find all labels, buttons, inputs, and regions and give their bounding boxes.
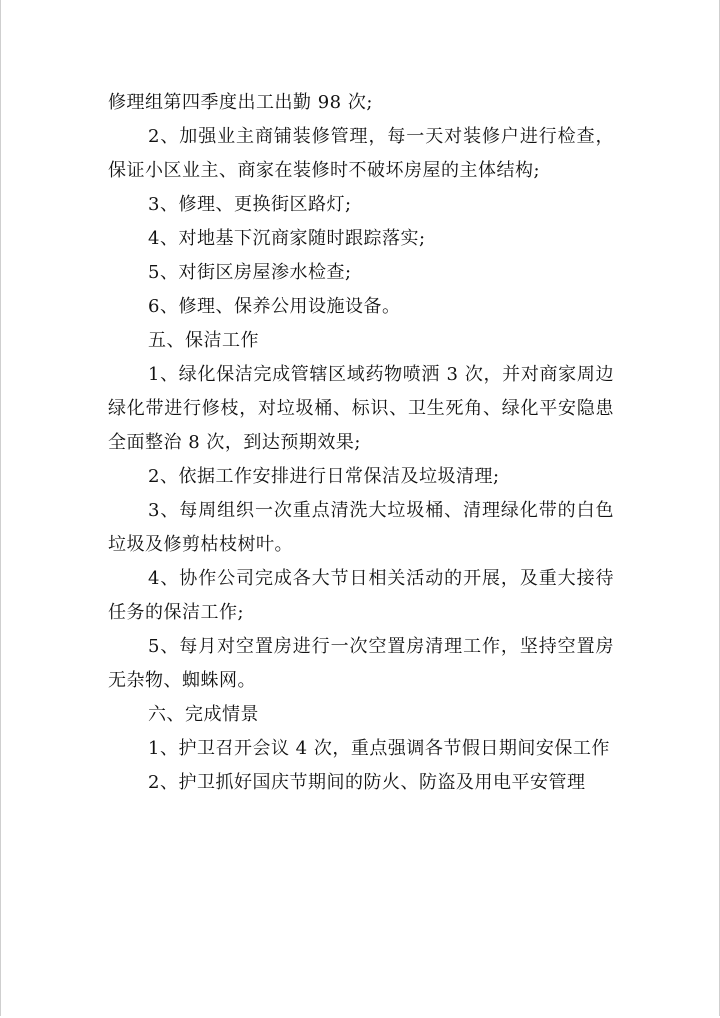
paragraph-repair-attendance: 修理组第四季度出工出勤 98 次; xyxy=(108,92,373,113)
paragraph-security-meetings: 1、护卫召开会议 4 次，重点强调各节假日期间安保工作 xyxy=(148,738,610,759)
paragraph-facility-maintenance: 6、修理、保养公用设施设备。 xyxy=(148,296,401,317)
paragraph-vacant-rooms: 5、每月对空置房进行一次空置房清理工作，坚持空置房无杂物、蜘蛛网。 xyxy=(108,636,614,691)
document-body xyxy=(108,86,614,800)
paragraph-national-day-safety: 2、护卫抓好国庆节期间的防火、防盗及用电平安管理 xyxy=(148,772,586,793)
section-heading-cleaning: 五、保洁工作 xyxy=(148,330,259,351)
paragraph-greening-spraying: 1、绿化保洁完成管辖区域药物喷洒 3 次，并对商家周边绿化带进行修枝，对垃圾桶、标识、卫生死角、绿化平安隐患全面整治 8 次，到达预期效果; xyxy=(108,364,614,453)
paragraph-weekly-washing: 3、每周组织一次重点清洗大垃圾桶、清理绿化带的白色垃圾及修剪枯枝树叶。 xyxy=(108,500,614,555)
paragraph-water-seepage: 5、对街区房屋渗水检查; xyxy=(148,262,352,283)
paragraph-street-lights: 3、修理、更换街区路灯; xyxy=(148,194,352,215)
paragraph-renovation-management: 2、加强业主商铺装修管理，每一天对装修户进行检查，保证小区业主、商家在装修时不破坏房屋的主体结构; xyxy=(108,126,614,181)
paragraph-daily-cleaning: 2、依据工作安排进行日常保洁及垃圾清理; xyxy=(148,466,500,487)
paragraph-foundation-settlement: 4、对地基下沉商家随时跟踪落实; xyxy=(148,228,426,249)
paragraph-holiday-events: 4、协作公司完成各大节日相关活动的开展，及重大接待任务的保洁工作; xyxy=(108,568,614,623)
section-heading-completion: 六、完成情景 xyxy=(148,704,259,725)
